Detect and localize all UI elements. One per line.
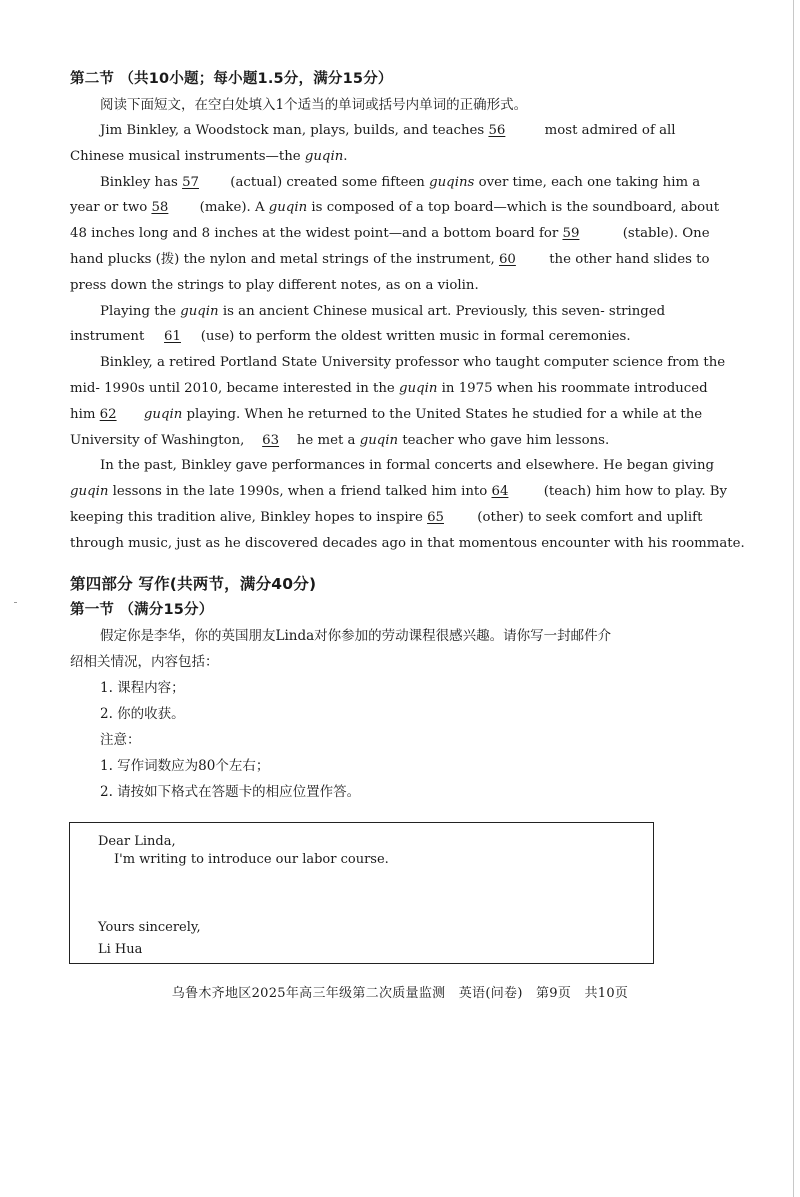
note-2: 2. 请按如下格式在答题卡的相应位置作答。 xyxy=(100,783,361,800)
passage-line: hand plucks (拨) the nylon and metal strings of the instrument, 60 the other hand slides to xyxy=(70,247,654,273)
passage-line: Jim Binkley, a Woodstock man, plays, builds, and teaches 56 most admired of all xyxy=(70,118,654,144)
passage-line: Binkley, a retired Portland State University professor who taught computer science from the xyxy=(100,355,726,371)
section2-heading: 第二节 （共10小题；每小题1.5分，满分15分） xyxy=(70,71,393,87)
passage-line: instrument 61 (use) to perform the oldest written music in formal ceremonies. xyxy=(70,324,654,350)
letter-signature: Li Hua xyxy=(98,942,143,957)
blank-65: 65 xyxy=(427,509,444,525)
letter-opening: I'm writing to introduce our labor course. xyxy=(114,852,389,867)
passage-line: Playing the guqin is an ancient Chinese musical art. Previously, this seven- stringed xyxy=(100,303,666,319)
passage-line: him 62 guqin playing. When he returned to the United States he studied for a while at the xyxy=(70,402,654,428)
part4-section1-heading: 第一节 （满分15分） xyxy=(70,601,214,618)
passage-line: Binkley has 57 (actual) created some fifteen guqins over time, each one taking him a xyxy=(70,170,654,196)
blank-64: 64 xyxy=(491,484,509,500)
note-1: 1. 写作词数应为80个左右； xyxy=(100,757,270,774)
blank-61: 61 xyxy=(164,329,181,345)
passage-line: Chinese musical instruments—the guqin. xyxy=(70,148,348,164)
blank-60: 60 xyxy=(498,251,516,267)
blank-63: 63 xyxy=(262,432,280,448)
blank-59: 59 xyxy=(562,226,580,242)
letter-closing: Yours sincerely, xyxy=(98,920,201,935)
letter-greeting: Dear Linda, xyxy=(98,834,176,849)
passage-line: year or two 58 (make). A guqin is composed of a top board—which is the soundboard, about xyxy=(70,195,654,221)
writing-prompt-cont: 绍相关情况，内容包括： xyxy=(70,653,219,670)
part4-heading: 第四部分 写作(共两节，满分40分) xyxy=(70,574,317,593)
passage-line: mid- 1990s until 2010, became interested in the guqin in 1975 when his roommate introduced xyxy=(70,380,708,396)
page-edge-rule xyxy=(793,0,794,1197)
blank-58: 58 xyxy=(151,200,169,216)
blank-57: 57 xyxy=(182,174,199,190)
letter-format-box xyxy=(69,822,654,964)
passage-line: 48 inches long and 8 inches at the widest point—and a bottom board for 59 (stable). One xyxy=(70,221,654,247)
passage-line: University of Washington, 63 he met a guqin teacher who gave him lessons. xyxy=(70,428,654,454)
passage-line: guqin lessons in the late 1990s, when a friend talked him into 64 (teach) him how to play. By xyxy=(70,479,654,505)
content-item-1: 1. 课程内容； xyxy=(100,679,185,696)
writing-prompt: 假定你是李华，你的英国朋友Linda对你参加的劳动课程很感兴趣。请你写一封邮件介 xyxy=(100,627,612,644)
exam-content xyxy=(70,66,745,805)
passage-line: press down the strings to play different notes, as on a violin. xyxy=(70,277,479,293)
blank-62: 62 xyxy=(99,406,117,422)
passage-line: keeping this tradition alive, Binkley hopes to inspire 65 (other) to seek comfort and uplift xyxy=(70,505,654,531)
blank-56: 56 xyxy=(488,123,506,138)
note-label: 注意： xyxy=(100,731,141,748)
passage-line: In the past, Binkley gave performances in formal concerts and elsewhere. He began giving xyxy=(100,458,715,474)
page-footer: 乌鲁木齐地区2025年高三年级第二次质量监测 英语(问卷) 第9页 共10页 xyxy=(171,986,629,1001)
passage-line: through music, just as he discovered decades ago in that momentous encounter with his roommate. xyxy=(70,535,745,551)
margin-mark xyxy=(14,602,17,603)
section2-instruction: 阅读下面短文，在空白处填入1个适当的单词或括号内单词的正确形式。 xyxy=(100,97,528,113)
content-item-2: 2. 你的收获。 xyxy=(100,705,185,722)
